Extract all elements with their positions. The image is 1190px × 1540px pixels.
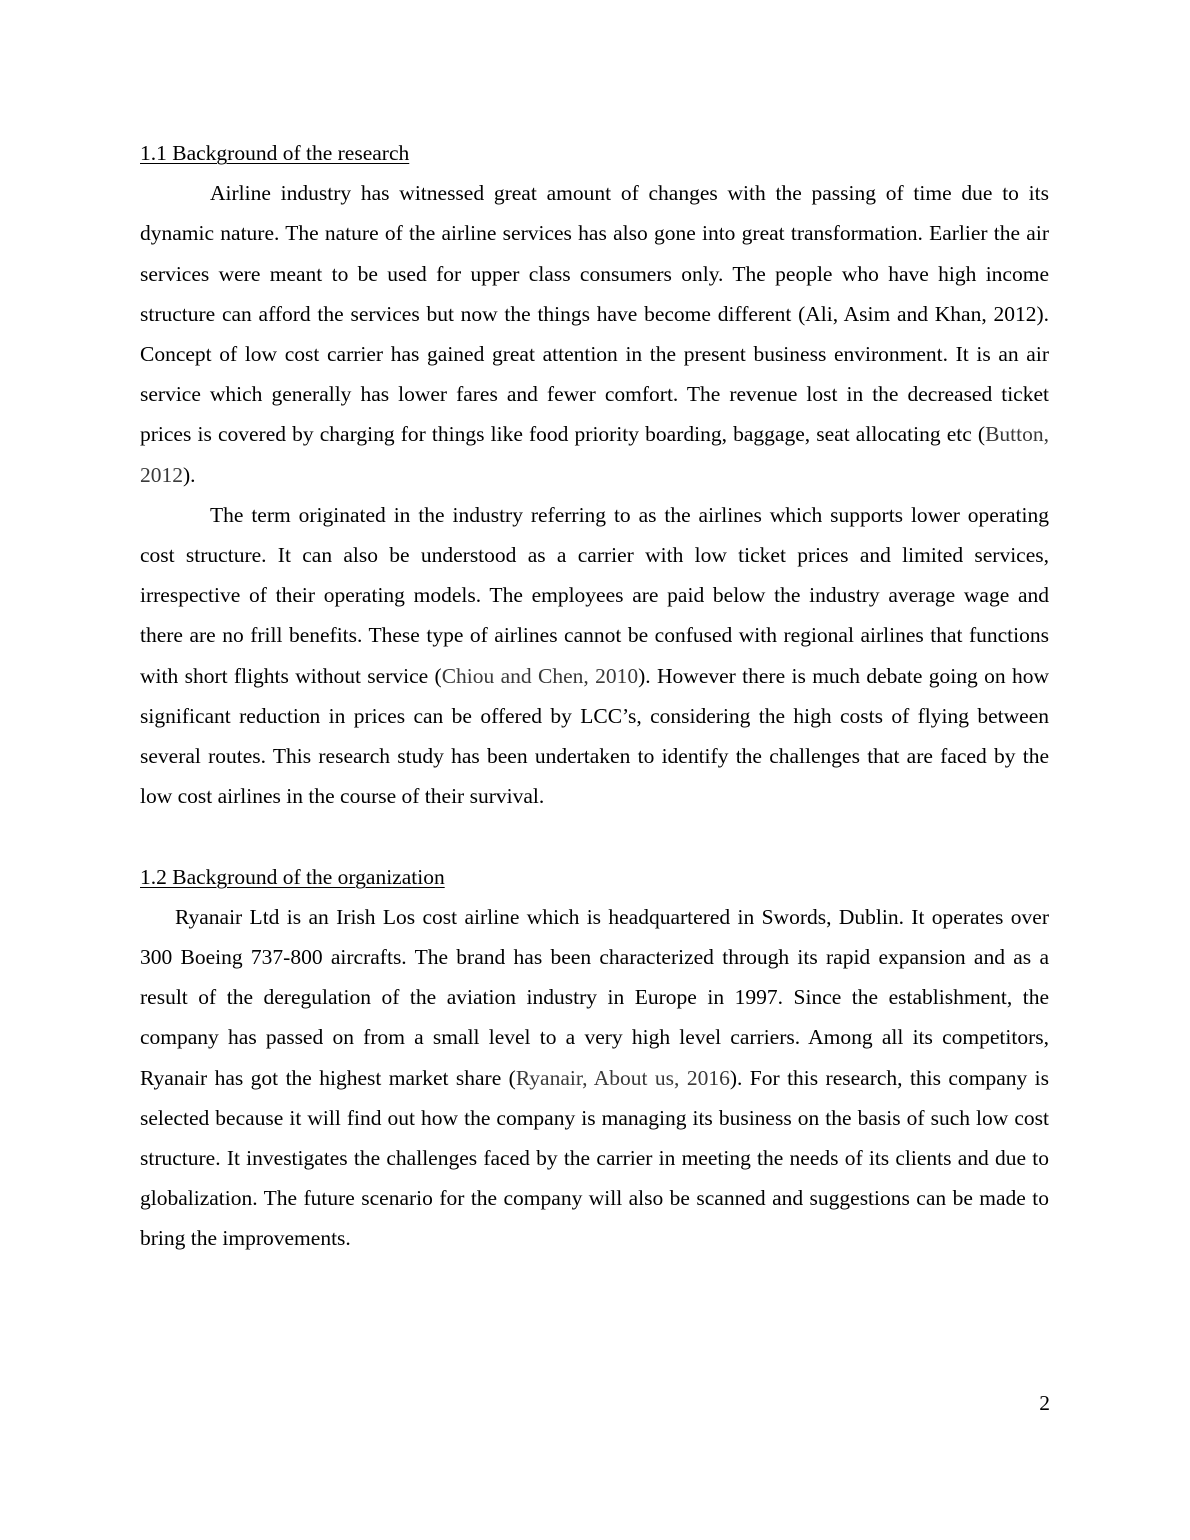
section-heading-text: 1.1 Background of the research bbox=[140, 141, 410, 165]
citation: Ryanair, About us, 2016 bbox=[515, 1065, 730, 1090]
section-spacer bbox=[140, 816, 1049, 856]
paragraph-organization-1 bbox=[140, 897, 1049, 1259]
paragraph-research-2 bbox=[140, 495, 1049, 817]
paragraph-text: The term originated in the industry referring to as the airlines which supports lower operating cost structure. It can also be understood as a carrier with low ticket prices and limited services, irrespective of their operating models. The employees are paid below the industry average wage and there are no frill benefits. These type of airlines cannot be confused with regional airlines that functions with short flights without service ( bbox=[140, 502, 1049, 688]
section-heading-text: 1.2 Background of the organization bbox=[140, 864, 445, 889]
section-heading-research-background bbox=[140, 133, 1049, 173]
section-heading-organization-background bbox=[140, 857, 1049, 897]
paragraph-research-1 bbox=[140, 173, 1049, 495]
paragraph-text: ). For this research, this company is selected because it will find out how the company is managing its business on the basis of such low cost structure. It investigates the challenges faced by the carrier in meeting the needs of its clients and due to globalization. The future scenario for the company will also be scanned and suggestions can be made to bring the improvements. bbox=[140, 1065, 1049, 1251]
paragraph-text: ). bbox=[183, 462, 196, 487]
citation: Button, 2012 bbox=[140, 422, 1049, 487]
paragraph-text: Ryanair Ltd is an Irish Los cost airline which is headquartered in Swords, Dublin. It operates over 300 Boeing 737-800 aircrafts. The brand has been characterized through its rapid expansion and as a result of the deregulation of the aviation industry in Europe in 1997. Since the establishment, the company has passed on from a small level to a very high level carriers. Among all its competitors, Ryanair has got the highest market share ( bbox=[140, 904, 1049, 1090]
citation: Chiou and Chen, 2010 bbox=[441, 663, 639, 688]
page-number: 2 bbox=[1039, 1391, 1050, 1415]
paragraph-text: ). However there is much debate going on how significant reduction in prices can be offered by LCC’s, considering the high costs of flying between several routes. This research study has been undertaken to identify the challenges that are faced by the low cost airlines in the course of their survival. bbox=[140, 663, 1049, 809]
paragraph-text: Airline industry has witnessed great amount of changes with the passing of time due to its dynamic nature. The nature of the airline services has also gone into great transformation. Earlier the air services were meant to be used for upper class consumers only. The people who have high income structure can afford the services but now the things have become different (Ali, Asim and Khan, 2012). Concept of low cost carrier has gained great attention in the present business environment. It is an air service which generally has lower fares and fewer comfort. The revenue lost in the decreased ticket prices is covered by charging for things like food priority boarding, baggage, seat allocating etc ( bbox=[140, 181, 1049, 447]
page-content bbox=[140, 133, 1049, 1259]
